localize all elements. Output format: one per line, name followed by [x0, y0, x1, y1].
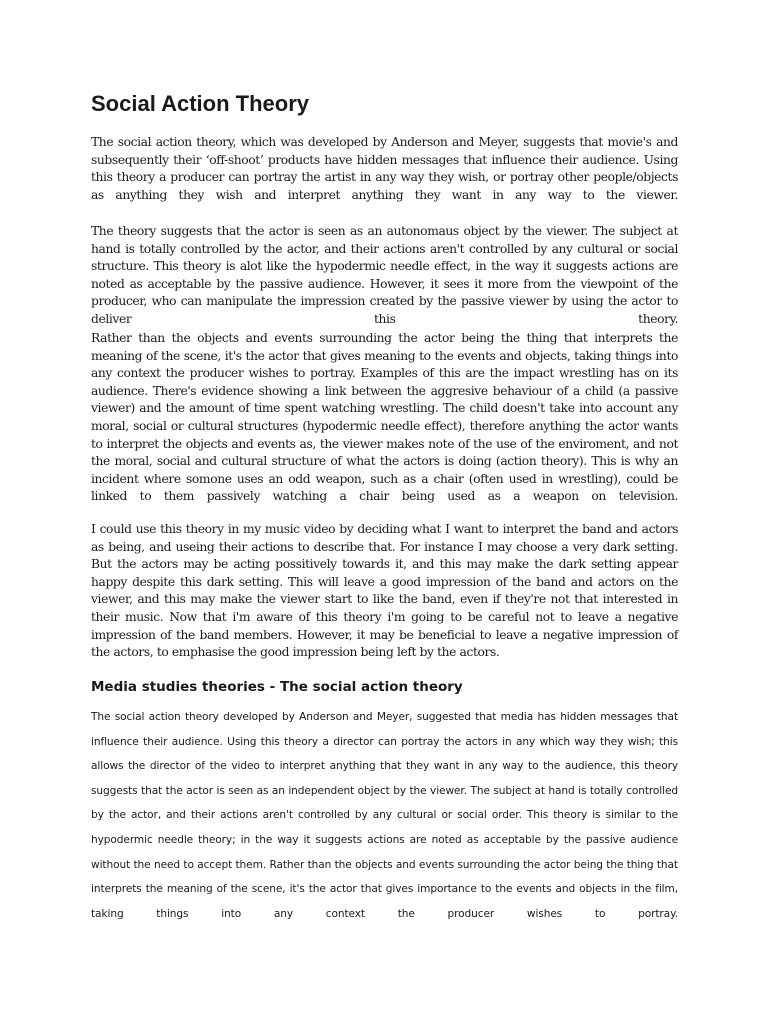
paragraph-4: I could use this theory in my music video by deciding what I want to interpret the band and actors as being, and useing their actions to describe that. For instance I may choose a very dark setting. But the actors may be acting possitively towards it, and this may make the dark setting appear happy despite this dark setting. This will leave a good impression of the band and actors on the viewer, and this may make the viewer start to like the band, even if they're not that interested in their music. Now that i'm aware of this theory i'm going to be careful not to leave a negative impression of the band members. However, it may be beneficial to leave a negative impression of the actors, to emphasise the good impression being left by the actors. [91, 522, 678, 660]
paragraph-1: The social action theory, which was developed by Anderson and Meyer, suggests that movie's and subsequently their ‘off-shoot’ products have hidden messages that influence their audience. Using this theory a producer can portray the artist in any way they wish, or portray other people/objects as anything they wish and interpret anything they want in any way to the viewer. [91, 135, 678, 202]
paragraph-3: Rather than the objects and events surrounding the actor being the thing that interprets the meaning of the scene, it's the actor that gives meaning to the events and objects, taking things into any context the producer wishes to portray. Examples of this are the impact wrestling has on its audience. There's evidence showing a link between the aggresive behaviour of a child (a passive viewer) and the amount of time spent watching wrestling. The child doesn't take into account any moral, social or cultural structures (hypodermic needle effect), therefore anything the actor wants to interpret the objects and events as, the viewer makes note of the use of the enviroment, and not the moral, social and cultural structure of what the actors is doing (action theory). This is why an incident where somone uses an odd weapon, such as a chair (often used in wrestling), could be linked to them passively watching a chair being used as a weapon on television. [91, 331, 678, 504]
section-subheading: Media studies theories - The social action theory [91, 679, 463, 695]
subsection-paragraph: The social action theory developed by Anderson and Meyer, suggested that media has hidden messages that influence their audience. Using this theory a director can portray the actors in any which way they wish; this allows the director of the video to interpret anything that they want in any way to the audience, this theory suggests that the actor is seen as an independent object by the viewer. The subject at hand is totally controlled by the actor, and their actions aren't controlled by any cultural or social order. This theory is similar to the hypodermic needle theory; in the way it suggests actions are noted as acceptable by the passive audience without the need to accept them. Rather than the objects and events surrounding the actor being the thing that interprets the meaning of the scene, it's the actor that gives importance to the events and objects in the film, taking things into any context the producer wishes to portray. [91, 711, 678, 920]
paragraph-2: The theory suggests that the actor is seen as an autonomaus object by the viewer. The subject at hand is totally controlled by the actor, and their actions aren't controlled by any cultural or social structure. This theory is alot like the hypodermic needle effect, in the way it suggests actions are noted as acceptable by the passive audience. However, it sees it more from the viewpoint of the producer, who can manipulate the impression created by the passive viewer by using the actor to deliver this theory. [91, 224, 678, 326]
page-title: Social Action Theory [91, 91, 310, 116]
